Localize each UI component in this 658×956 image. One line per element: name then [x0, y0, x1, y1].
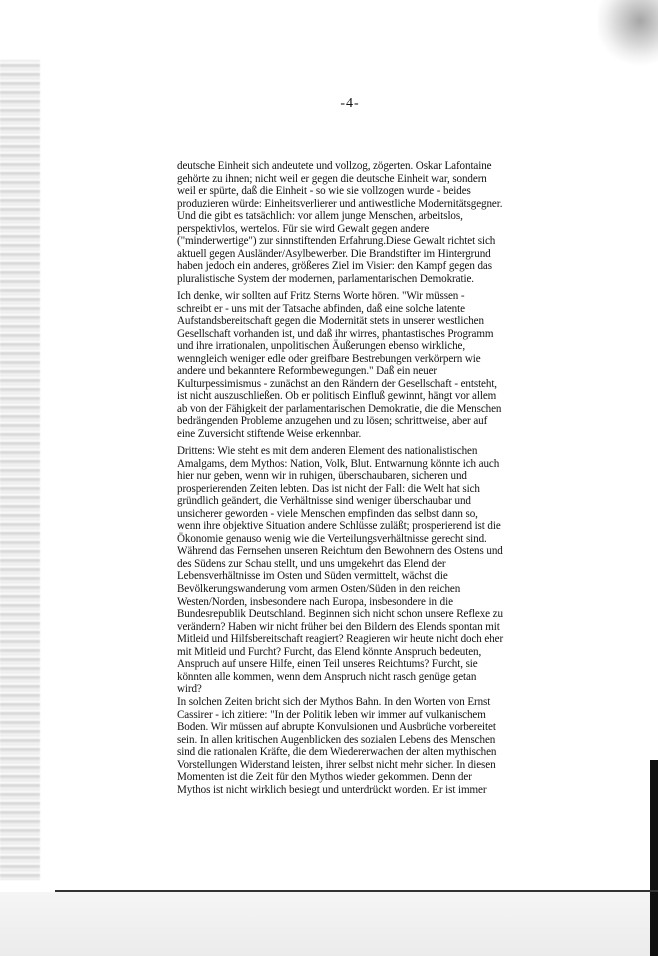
text-line: In solchen Zeiten bricht sich der Mythos Bahn. In den Worten von Ernst [177, 696, 491, 708]
paragraph [177, 445, 553, 696]
text-line: Lebensverhältnisse im Osten und Süden vermittelt, wächst die [177, 570, 448, 583]
text-line: schreibt er - uns mit der Tatsache abfinden, daß eine solche latente [177, 302, 465, 315]
text-line: prosperierenden Zeiten lebten. Das ist nicht der Fall: die Welt hat sich [177, 482, 480, 495]
text-line: sind die rationalen Kräfte, die dem Wiedererwachen der alten mythischen [177, 746, 497, 759]
text-line: Mythos ist nicht wirklich besiegt und unterdrückt worden. Er ist immer [177, 783, 487, 796]
text-line: weil er spürte, daß die Einheit - so wie sie vollzogen wurde - beides [177, 185, 471, 198]
text-line: Anspruch auf unsere Hilfe, einen Teil unseres Reichtums? Furcht, sie [177, 658, 478, 671]
text-line: aktuell gegen Ausländer/Asylbewerber. Die Brandstifter im Hintergrund [177, 247, 491, 260]
text-line: perspektivlos, wertelos. Für sie wird Gewalt gegen andere [177, 222, 430, 235]
text-line: Und die gibt es tatsächlich: vor allem junge Menschen, arbeitslos, [177, 210, 463, 223]
text-line: Gesellschaft vorhanden ist, und daß ihr wirres, phantastisches Programm [177, 327, 494, 340]
text-line: Westen/Norden, insbesondere nach Europa, insbesondere in die [177, 595, 453, 608]
text-line: ist nicht auszuschließen. Ob er politisch Einfluß gewinnt, hängt vor allem [177, 390, 497, 403]
text-line: Mitleid und Hilfsbereitschaft reagiert? Reagieren wir heute nicht doch eher [177, 633, 504, 646]
text-line: ("minderwertige") zur sinnstiftenden Erfahrung.Diese Gewalt richtet sich [177, 235, 496, 248]
text-line: Bundesrepublik Deutschland. Beginnen sich nicht schon unsere Reflexe zu [177, 608, 503, 621]
text-line: wenn ihre objektive Situation andere Schlüsse zuläßt; prosperierend ist die [177, 520, 501, 533]
text-line: Amalgams, dem Mythos: Nation, Volk, Blut. Entwarnung könnte ich auch [177, 457, 500, 470]
text-line: bedrängenden Probleme anzugehen und zu lösen; schrittweise, aber auf [177, 415, 488, 428]
text-line: produzieren würde: Einheitsverlierer und antiwestliche Modernitätsgegner. [177, 197, 503, 210]
text-line: deutsche Einheit sich andeutete und vollzog, zögerten. Oskar Lafontaine [177, 160, 492, 172]
paragraph [177, 696, 553, 796]
scan-bottom-band [0, 892, 658, 956]
text-line: gehörte zu ihnen; nicht weil er gegen die deutsche Einheit war, sondern [177, 172, 487, 185]
text-line: mit Mitleid und Furcht? Furcht, das Elend könnte Anspruch bedeuten, [177, 645, 482, 658]
text-line: haben jedoch ein anderes, größeres Ziel im Visier: den Kampf gegen das [177, 260, 492, 273]
text-line: gründlich geändert, die Verhältnisse sind weniger überschaubar und [177, 495, 471, 508]
text-line: Momenten ist die Zeit für den Mythos wieder gekommen. Denn der [177, 771, 472, 784]
text-line: könnten alle kommen, wenn dem Anspruch nicht rasch genüge getan [177, 670, 477, 683]
text-line: ab von der Fähigkeit der parlamentarischen Demokratie, die die Menschen [177, 402, 502, 415]
text-line: wenngleich weniger edle oder greifbare Bestrebungen verkörpern wie [177, 352, 481, 365]
text-line: Während das Fernsehen unseren Reichtum den Bewohnern des Ostens und [177, 545, 503, 558]
text-line: verändern? Haben wir nicht früher bei den Bildern des Elends spontan mit [177, 620, 500, 633]
text-line: hier nur geben, wenn wir in ruhigen, überschaubaren, sicheren und [177, 470, 467, 483]
text-line: unsicherer geworden - viele Menschen empfinden das selbst dann so, [177, 507, 478, 520]
text-line: Bevölkerungswanderung vom armen Osten/Süden in den reichen [177, 583, 461, 596]
paragraph [177, 160, 553, 285]
page-number: -4- [340, 96, 360, 111]
text-line: Ökonomie genauso wenig wie die Verteilungsverhältnisse gerecht sind. [177, 532, 487, 545]
text-line: sein. In allen kritischen Augenblicken des sozialen Lebens des Menschen [177, 733, 496, 746]
text-line: Cassirer - ich zitiere: "In der Politik leben wir immer auf vulkanischem [177, 708, 486, 721]
text-line: andere und bekanntere Reformbewegungen." Daß ein neuer [177, 365, 438, 378]
text-line: Boden. Wir müssen auf abrupte Konvulsionen und Ausbrüche vorbereitet [177, 721, 496, 734]
text-line: Ich denke, wir sollten auf Fritz Sterns Worte hören. "Wir müssen - [177, 290, 465, 302]
paragraph [177, 290, 553, 441]
text-line: Vorstellungen Widerstand leisten, ihrer selbst nicht mehr sicher. In diesen [177, 758, 496, 771]
text-line: Drittens: Wie steht es mit dem anderen Element des nationalistischen [177, 445, 478, 457]
text-line: des Südens zur Schau stellt, und uns umgekehrt das Elend der [177, 557, 446, 570]
text-line: und ihre irrationalen, unpolitischen Äußerungen ebenso wirkliche, [177, 340, 466, 353]
text-line: wird? [177, 683, 202, 696]
text-line: pluralistische System der modernen, parlamentarischen Demokratie. [177, 272, 474, 285]
text-line: Aufstandsbereitschaft gegen die Modernität stets in unserer westlichen [177, 315, 484, 328]
text-line: eine Zuversicht stiftende Weise erkennbar. [177, 428, 362, 441]
scan-smudge-top-right [598, 0, 658, 70]
scan-shadow-left [0, 60, 40, 880]
text-line: Kulturpessimismus - zunächst an den Rändern der Gesellschaft - entsteht, [177, 377, 497, 390]
